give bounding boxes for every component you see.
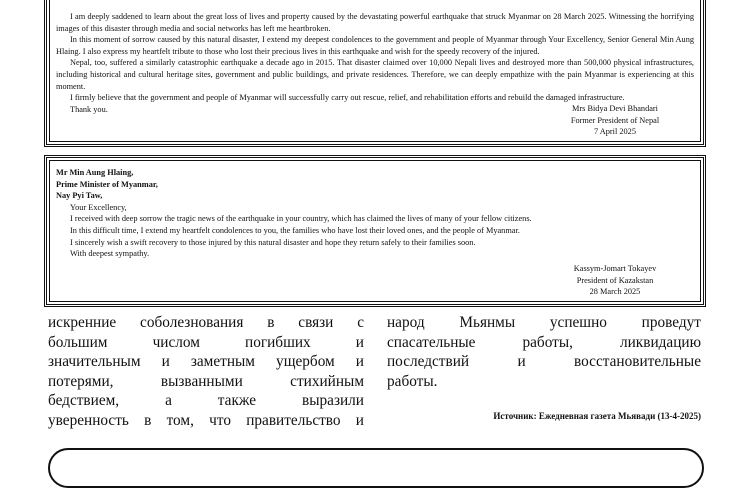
article-line: уверенность в том, что правительство и — [48, 411, 364, 429]
recipient-title: Prime Minister of Myanmar, — [56, 179, 158, 189]
recipient-location: Nay Pyi Taw, — [56, 191, 103, 201]
signatory-title: President of Kazakstan — [576, 275, 654, 285]
letter-paragraph: Thank you. — [70, 104, 108, 114]
letter-paragraph: In this difficult time, I extend my heartfelt condolences to you, the families who have lost their loved ones, and the people of Myanmar. — [70, 225, 520, 235]
article-line: спасательные работы, ликвидацию — [387, 333, 701, 351]
article-line: искренние соболезнования в связи с — [48, 314, 364, 331]
article-line: большим числом погибших и — [48, 333, 364, 351]
signature-block — [545, 103, 685, 138]
letter-paragraph: I firmly believe that the government and people of Myanmar will successfully carry out rescue, relief, and rehabilitation efforts and rebuild the damaged infrastructure. — [70, 93, 625, 103]
letter-paragraph: I received with deep sorrow the tragic news of the earthquake in your country, which has claimed the lives of many of your fellow citizens. — [70, 214, 532, 224]
article-line: значительным и заметным ущербом и — [48, 353, 364, 371]
article-line: потерями, вызванными стихийным — [48, 372, 364, 390]
kazakhstan-condolence-letter — [44, 155, 706, 307]
letter-date: 28 March 2025 — [589, 287, 641, 297]
signatory-name: Kassym-Jomart Tokayev — [573, 264, 657, 273]
letter-paragraph: In this moment of sorrow caused by this natural disaster, I extend my deepest condolences to the government and people of Myanmar through Your Excellency, Senior General Min Aung Hlaing. I also express my heartfelt tribute to those who lost their precious lives in this earthquake and wish for the speedy recovery of the injured. — [56, 35, 694, 56]
letter-paragraph: I sincerely wish a swift recovery to those injured by this natural disaster and hope they return safely to their families soon. — [70, 237, 476, 247]
article-line: работы. — [387, 372, 438, 390]
letter-paragraph: Nepal, too, suffered a similarly catastrophic earthquake a decade ago in 2015. That disaster claimed over 10,000 Nepali lives and destroyed more than 500,000 physical infrastructures, including historical and cultural heritage sites, government and public buildings, and private residences. Therefore, we can deeply empathize with the pain Myanmar is experiencing at this moment. — [56, 58, 694, 91]
next-section-frame — [48, 448, 704, 488]
article-line: народ Мьянмы успешно проведут — [387, 314, 701, 331]
letter-body — [56, 11, 694, 115]
article-line: последствий и восстановительные — [387, 353, 701, 371]
signatory-title: Former President of Nepal — [570, 115, 660, 125]
article-column-right — [387, 313, 701, 391]
recipient-name: Mr Min Aung Hlaing, — [56, 168, 134, 177]
salutation: Your Excellency, — [70, 202, 127, 212]
letter-date: 7 April 2025 — [594, 127, 636, 137]
letter-closing: With deepest sympathy. — [70, 249, 150, 259]
signature-block — [545, 263, 685, 298]
article-column-left — [48, 313, 364, 431]
article-line: бедствием, а также выразили — [48, 392, 364, 410]
signatory-name: Mrs Bidya Devi Bhandari — [572, 104, 658, 113]
letter-paragraph: I am deeply saddened to learn about the great loss of lives and property caused by the devastating powerful earthquake that struck Myanmar on 28 March 2025. Witnessing the horrifying images of this disaster through media and social networks has left me heartbroken. — [56, 12, 694, 33]
nepal-condolence-letter — [44, 0, 706, 147]
article-source: Источник: Ежедневная газета Мьявади (13-4-2025) — [493, 411, 701, 421]
letter-body — [56, 167, 694, 260]
